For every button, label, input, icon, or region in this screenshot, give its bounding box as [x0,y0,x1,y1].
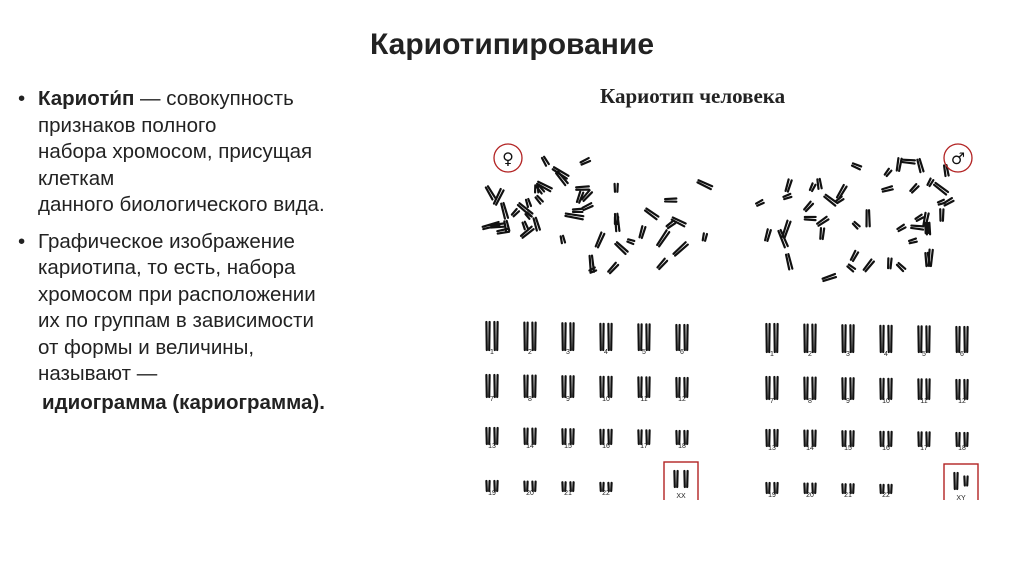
female-karyogram-chromosome-4 [600,324,603,350]
female-karyogram-number-20: 20 [526,490,534,497]
male-karyogram-chromosome-16 [880,432,883,446]
female-karyogram-chromosome-1 [494,322,497,350]
female-spread-chromosome [501,203,508,219]
female-karyogram-number-10: 10 [602,396,610,403]
female-karyogram-number-16: 16 [602,443,610,450]
male-spread-chromosome [896,158,901,171]
female-karyogram-chromosome-8 [524,376,527,397]
female-spread-chromosome [615,242,628,254]
idiogram-line-2: кариотипа, то есть, набора [38,256,296,279]
male-karyogram-chromosome-14 [812,431,815,446]
female-karyogram-chromosome-6 [684,325,687,350]
bullet-idiogram-definition [18,229,438,417]
idiogram-line-5: от формы и величины, [38,335,255,359]
female-karyogram-chromosome-3 [562,323,565,350]
male-spread-chromosome [915,215,923,222]
female-karyogram-chromosome-4 [608,324,611,350]
female-karyogram-chromosome-17 [638,430,641,444]
female-spread-chromosome [665,199,676,202]
female-karyogram-chromosome-11 [638,377,641,397]
male-karyogram-number-21: 21 [844,492,852,499]
female-karyogram-chromosome-2 [532,323,535,350]
male-karyogram-chromosome-14 [804,431,807,446]
female-spread-chromosome [657,230,669,246]
male-symbol-icon: ♂ [950,149,966,168]
definition-line-3: набора хромосом, присущая [38,140,313,163]
male-spread-chromosome [786,254,793,269]
male-spread-chromosome [851,251,859,261]
idiogram-term: идиограмма (кариограмма). [42,390,325,414]
term-karyotype: Кариоти́п [38,87,135,110]
male-karyogram-chromosome-8 [812,378,815,399]
female-karyogram-chromosome-15 [562,429,565,444]
definition-line-2: признаков полного [38,113,217,137]
karyotype-figure [470,120,990,500]
male-karyogram-number-20: 20 [806,492,814,499]
female-spread-chromosome [542,157,549,166]
bullet-dot: • [18,229,26,253]
male-karyogram-chromosome-1 [774,324,777,352]
female-karyogram-chromosome-3 [570,323,573,350]
female-karyogram-number-11: 11 [640,396,648,403]
male-karyogram-sex-chromosome [954,473,957,489]
figure-caption: Кариотип человека [600,84,786,108]
male-karyogram-number-1: 1 [770,351,774,358]
female-symbol-icon: ♀ [502,149,514,168]
female-spread-chromosome [560,236,565,244]
female-spread-chromosome [504,221,509,232]
female-karyogram-chromosome-5 [646,324,649,350]
female-karyogram-chromosome-10 [608,377,611,397]
male-spread-chromosome [866,210,869,226]
male-spread-chromosome [824,194,837,205]
female-karyogram-chromosome-13 [494,428,497,444]
male-karyogram-sex-label: XY [956,495,966,500]
male-karyogram-chromosome-5 [918,326,921,352]
male-karyogram-chromosome-11 [918,379,921,399]
male-karyogram-chromosome-17 [918,432,921,446]
karyotype-illustration [470,120,990,500]
female-karyogram-chromosome-15 [570,429,573,444]
male-karyogram-chromosome-7 [774,377,777,399]
female-karyogram-chromosome-9 [570,376,573,397]
male-karyogram-chromosome-16 [888,432,891,446]
female-spread-chromosome [522,222,528,230]
female-spread-chromosome [615,184,618,192]
female-karyogram-chromosome-12 [676,378,679,397]
male-spread-chromosome [917,159,924,172]
female-karyogram-chromosome-14 [524,429,527,444]
male-spread-chromosome [817,217,829,226]
male-karyogram-chromosome-9 [850,378,853,399]
female-karyogram-chromosome-11 [646,377,649,397]
female-karyogram-sex-label: XX [676,493,686,500]
female-karyogram-number-5: 5 [642,349,646,356]
female-karyogram-chromosome-13 [486,428,489,444]
male-karyogram-number-6: 6 [960,351,964,358]
female-karyogram-number-6: 6 [680,349,684,356]
female-karyogram-chromosome-5 [638,324,641,350]
female-karyogram-number-18: 18 [678,443,686,450]
female-spread-chromosome [576,186,589,190]
slide-title: Кариотипирование [369,28,655,61]
female-karyogram-chromosome-12 [684,378,687,397]
female-karyogram-chromosome-2 [524,323,527,350]
female-spread-chromosome [595,233,604,248]
male-spread-chromosome [805,217,816,221]
female-spread-chromosome [639,226,645,238]
female-karyogram-chromosome-16 [608,430,611,444]
male-spread-chromosome [909,239,917,244]
male-spread-chromosome [852,163,861,169]
male-karyogram-chromosome-3 [842,325,845,352]
male-karyogram-number-15: 15 [844,445,852,452]
female-spread-chromosome [673,242,688,256]
male-karyogram-chromosome-6 [964,327,967,352]
male-spread-chromosome [765,229,771,241]
male-karyogram-number-4: 4 [884,351,888,358]
male-karyogram-chromosome-8 [804,378,807,399]
male-spread-chromosome [885,169,892,177]
female-karyogram-number-3: 3 [566,349,570,356]
female-spread-chromosome [627,239,634,244]
male-spread-chromosome [863,260,874,272]
male-spread-chromosome [925,253,930,266]
male-karyogram-number-22: 22 [882,492,890,499]
female-karyogram-number-12: 12 [678,396,686,403]
female-spread-chromosome [645,208,659,219]
male-karyogram-chromosome-6 [956,327,959,352]
female-karyogram-chromosome-17 [646,430,649,444]
female-karyogram-number-14: 14 [526,443,534,450]
female-karyogram-number-9: 9 [566,396,570,403]
male-karyogram-chromosome-11 [926,379,929,399]
female-karyogram-chromosome-14 [532,429,535,444]
female-spread-chromosome [580,158,590,165]
female-karyogram-number-7: 7 [490,396,494,403]
male-karyogram-number-19: 19 [768,492,776,499]
male-spread-chromosome [804,202,813,212]
male-karyogram-chromosome-17 [926,432,929,446]
male-karyogram-chromosome-4 [880,326,883,352]
definition-line-5: данного биологического вида. [38,193,325,216]
female-spread-chromosome [608,263,618,274]
male-karyogram-chromosome-10 [888,379,891,399]
female-karyogram-chromosome-9 [562,376,565,397]
female-karyogram-number-15: 15 [564,443,572,450]
male-spread-chromosome [822,274,836,281]
female-karyogram-chromosome-1 [486,322,489,350]
male-karyogram-chromosome-7 [766,377,769,399]
female-karyogram-chromosome-7 [494,375,497,397]
bullet-list [18,86,438,416]
male-spread-chromosome [927,179,933,187]
male-karyogram-number-16: 16 [882,445,890,452]
female-karyogram-number-13: 13 [488,443,496,450]
male-karyogram-chromosome-1 [766,324,769,352]
male-spread-chromosome [820,228,824,239]
male-karyogram-sex-chromosome [964,477,967,486]
male-spread-chromosome [910,184,919,193]
male-karyogram-chromosome-4 [888,326,891,352]
male-karyogram-chromosome-12 [956,380,959,399]
male-karyogram-chromosome-5 [926,326,929,352]
male-spread-chromosome [810,183,816,191]
female-karyogram-chromosome-16 [600,430,603,444]
female-spread-chromosome [702,233,707,241]
female-spread-chromosome [582,203,592,210]
male-spread-chromosome [934,183,948,195]
female-karyogram-chromosome-6 [676,325,679,350]
female-karyogram-chromosome-10 [600,377,603,397]
male-spread-chromosome [882,186,893,192]
female-spread-chromosome [526,199,531,207]
male-karyogram-number-14: 14 [806,445,814,452]
idiogram-line-1: Графическое изображение [38,229,295,253]
male-spread-chromosome [756,200,764,206]
definition-line-4: клеткам [38,166,115,190]
male-spread-chromosome [847,264,855,271]
male-karyogram-chromosome-2 [812,325,815,352]
male-karyogram-number-7: 7 [770,398,774,405]
male-karyogram-number-12: 12 [958,398,966,405]
male-spread-chromosome [853,222,860,229]
male-karyogram-chromosome-15 [850,431,853,446]
male-spread-chromosome [785,179,791,191]
female-karyogram-number-19: 19 [488,490,496,497]
male-karyogram-number-8: 8 [808,398,812,405]
male-karyogram-number-18: 18 [958,445,966,452]
female-spread-chromosome [552,167,568,179]
female-karyogram-number-17: 17 [640,443,648,450]
female-karyogram-number-8: 8 [528,396,532,403]
female-spread-chromosome [657,259,667,270]
male-spread-chromosome [783,194,791,200]
female-karyogram-chromosome-7 [486,375,489,397]
female-karyogram-chromosome-8 [532,376,535,397]
bullet-karyotype-definition [18,86,438,219]
female-spread-chromosome [565,213,583,219]
female-karyogram-sex-chromosome [684,471,687,487]
male-spread-chromosome [911,225,923,229]
male-karyogram-chromosome-13 [766,430,769,446]
male-spread-chromosome [902,159,915,163]
male-karyogram-chromosome-3 [850,325,853,352]
male-karyogram-number-2: 2 [808,351,812,358]
female-spread-chromosome [697,180,712,189]
female-karyogram-number-4: 4 [604,349,608,356]
definition-line-1: — совокупность [134,87,294,110]
male-karyogram-chromosome-15 [842,431,845,446]
female-spread-chromosome [512,209,519,217]
male-spread-chromosome [897,225,905,232]
bullet-dot: • [18,87,26,110]
female-spread-chromosome [573,209,582,213]
male-karyogram-number-11: 11 [920,398,928,405]
female-karyogram-sex-chromosome [674,471,677,487]
male-karyogram-number-10: 10 [882,398,890,405]
male-karyogram-number-9: 9 [846,398,850,405]
idiogram-line-6: называют — [38,362,158,385]
male-karyogram-number-13: 13 [768,445,776,452]
male-spread-chromosome [940,209,943,221]
female-karyogram-number-2: 2 [528,349,532,356]
male-karyogram-chromosome-9 [842,378,845,399]
female-karyogram-number-1: 1 [490,349,494,356]
male-karyogram-chromosome-10 [880,379,883,399]
female-karyogram-number-21: 21 [564,490,572,497]
idiogram-line-4: их по группам в зависимости [38,309,314,332]
male-karyogram-chromosome-12 [964,380,967,399]
male-spread-chromosome [944,165,949,176]
female-karyogram-number-22: 22 [602,490,610,497]
male-spread-chromosome [897,263,906,271]
female-spread-chromosome [577,192,584,203]
male-karyogram-chromosome-13 [774,430,777,446]
male-karyogram-chromosome-2 [804,325,807,352]
male-karyogram-number-3: 3 [846,351,850,358]
female-spread-chromosome [535,196,543,204]
female-spread-chromosome [497,229,509,234]
female-spread-chromosome [486,186,496,199]
male-karyogram-number-5: 5 [922,351,926,358]
male-spread-chromosome [888,258,892,268]
male-karyogram-number-17: 17 [920,445,928,452]
idiogram-line-3: хромосом при расположении [38,282,316,306]
male-spread-chromosome [817,179,822,189]
